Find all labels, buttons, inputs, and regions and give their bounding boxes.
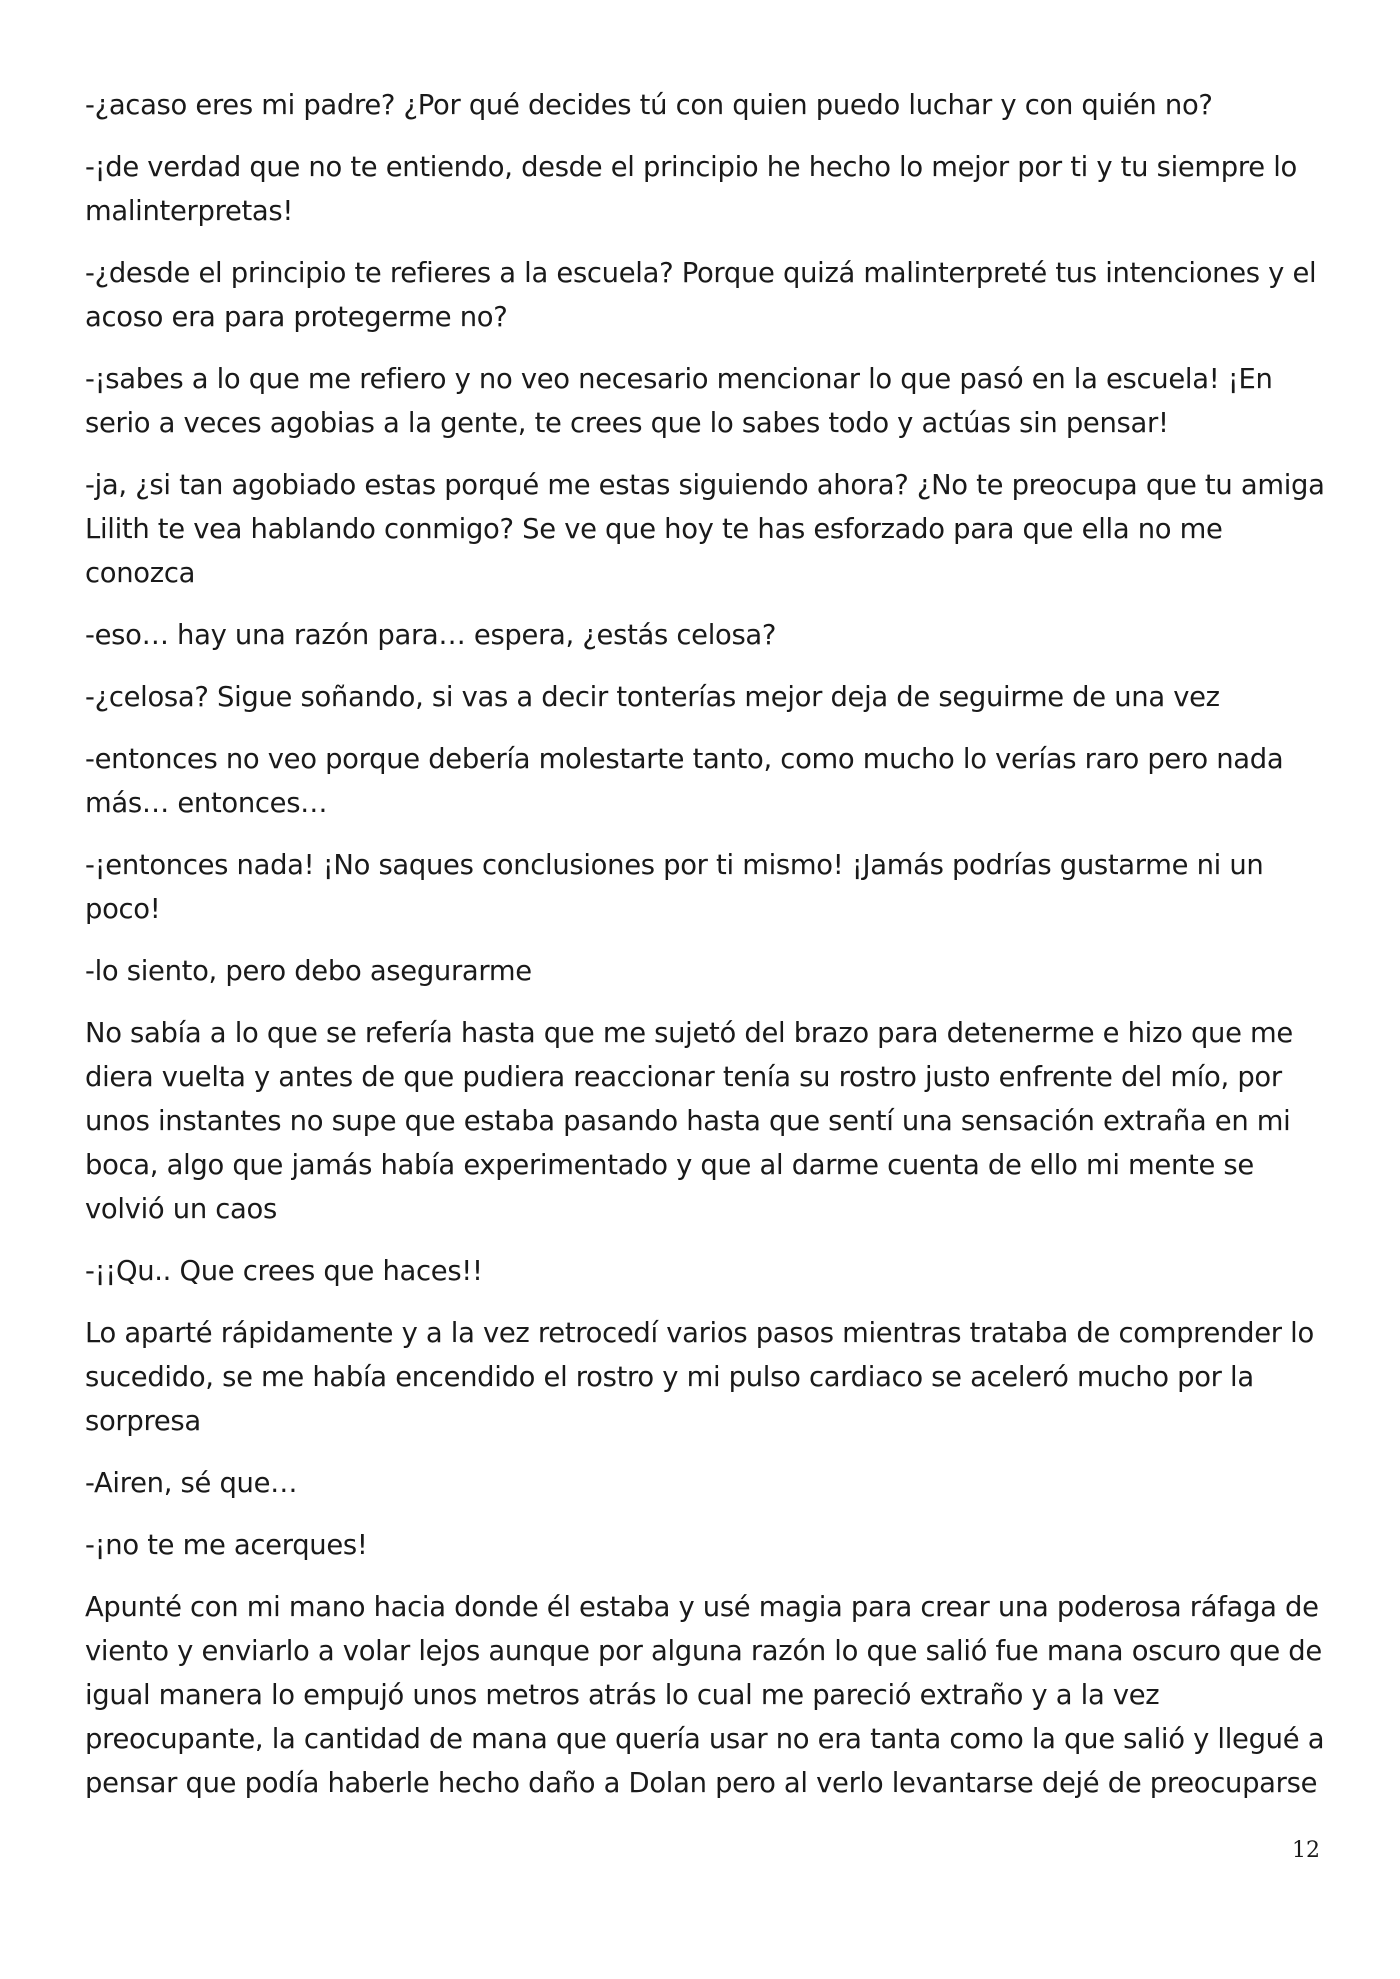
paragraph: -¡¡Qu.. Que crees que haces!! bbox=[85, 1256, 483, 1287]
paragraph: -¡sabes a lo que me refiero y no veo necesario mencionar lo que pasó en la escuela! ¡En serio a veces agobias a la gente, te crees que lo sabes todo y actúas sin pensar! bbox=[85, 364, 1273, 439]
paragraph: -eso… hay una razón para… espera, ¿estás celosa? bbox=[85, 620, 777, 651]
paragraph: -¿acaso eres mi padre? ¿Por qué decides tú con quien puedo luchar y con quién no? bbox=[85, 90, 1213, 121]
paragraph: -lo siento, pero debo asegurarme bbox=[85, 956, 532, 987]
paragraph: Lo aparté rápidamente y a la vez retrocedí varios pasos mientras trataba de comprender lo sucedido, se me había encendido el rostro y mi pulso cardiaco se aceleró mucho por la sorpresa bbox=[85, 1318, 1314, 1437]
paragraph: -Airen, sé que… bbox=[85, 1468, 298, 1499]
page-body bbox=[85, 84, 1325, 1824]
page-number: 12 bbox=[1292, 1838, 1320, 1863]
paragraph: -ja, ¿si tan agobiado estas porqué me estas siguiendo ahora? ¿No te preocupa que tu amiga Lilith te vea hablando conmigo? Se ve que hoy te has esforzado para que ella no me conozca bbox=[85, 470, 1325, 589]
paragraph: No sabía a lo que se refería hasta que me sujetó del brazo para detenerme e hizo que me diera vuelta y antes de que pudiera reaccionar tenía su rostro justo enfrente del mío, por unos instantes no supe que estaba pasando hasta que sentí una sensación extraña en mi boca, algo que jamás había experimentado y que al darme cuenta de ello mi mente se volvió un caos bbox=[85, 1018, 1293, 1225]
paragraph: -¡entonces nada! ¡No saques conclusiones por ti mismo! ¡Jamás podrías gustarme ni un poco! bbox=[85, 850, 1264, 925]
paragraph: -¡no te me acerques! bbox=[85, 1530, 368, 1561]
paragraph: -¿celosa? Sigue soñando, si vas a decir tonterías mejor deja de seguirme de una vez bbox=[85, 682, 1220, 713]
paragraph: Apunté con mi mano hacia donde él estaba y usé magia para crear una poderosa ráfaga de viento y enviarlo a volar lejos aunque por alguna razón lo que salió fue mana oscuro que de igual manera lo empujó unos metros atrás lo cual me pareció extraño y a la vez preocupante, la cantidad de mana que quería usar no era tanta como la que salió y llegué a pensar que podía haberle hecho daño a Dolan pero al verlo levantarse dejé de preocuparse bbox=[85, 1592, 1325, 1799]
paragraph: -¿desde el principio te refieres a la escuela? Porque quizá malinterpreté tus intenciones y el acoso era para protegerme no? bbox=[85, 258, 1317, 333]
paragraph: -¡de verdad que no te entiendo, desde el principio he hecho lo mejor por ti y tu siempre lo malinterpretas! bbox=[85, 152, 1297, 227]
paragraph: -entonces no veo porque debería molestarte tanto, como mucho lo verías raro pero nada más… entonces… bbox=[85, 744, 1284, 819]
